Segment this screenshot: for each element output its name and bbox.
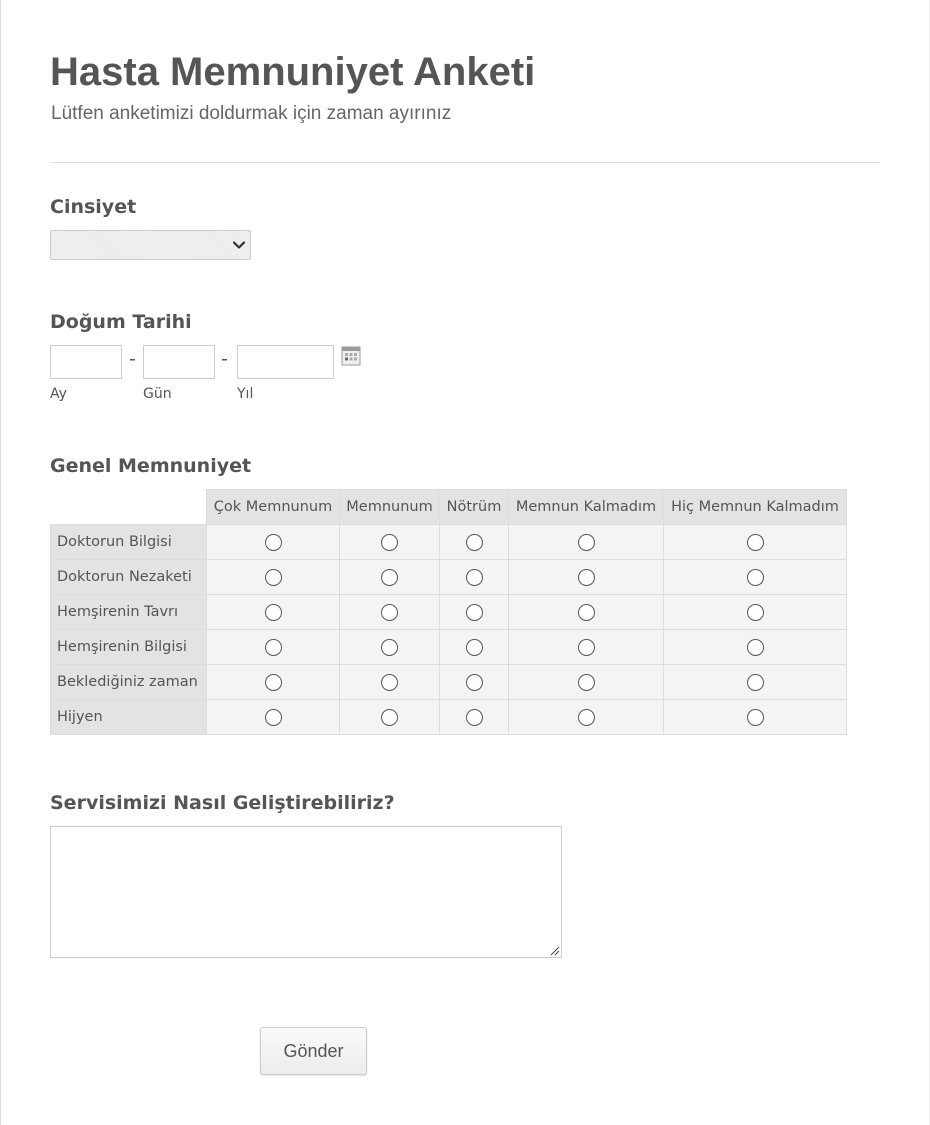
matrix-cell [664,595,847,630]
radio-button[interactable] [747,639,764,656]
matrix-cell [509,595,664,630]
birth-day-input[interactable] [143,345,215,379]
matrix-row-label: Beklediğiniz zaman [51,665,207,700]
radio-button[interactable] [381,709,398,726]
matrix-row-label: Hemşirenin Tavrı [51,595,207,630]
radio-button[interactable] [578,674,595,691]
matrix-row [51,525,847,560]
matrix-cell [440,560,509,595]
chevron-down-icon [232,238,246,252]
resize-handle-icon[interactable] [549,945,560,956]
matrix-cell [207,595,340,630]
matrix-cell [509,700,664,735]
matrix-cell [340,560,440,595]
matrix-cell [340,630,440,665]
calendar-icon[interactable] [341,346,361,366]
radio-button[interactable] [578,709,595,726]
radio-button[interactable] [381,674,398,691]
satisfaction-label: Genel Memnuniyet [50,455,252,477]
birth-month-input[interactable] [50,345,122,379]
radio-button[interactable] [747,604,764,621]
gender-select[interactable] [50,230,251,260]
matrix-corner-cell [51,490,207,525]
page-subtitle: Lütfen anketimizi doldurmak için zaman ayırınız [51,103,452,124]
matrix-cell [340,525,440,560]
matrix-cell [440,525,509,560]
improvement-label: Servisimizi Nasıl Geliştirebiliriz? [50,792,395,814]
radio-button[interactable] [466,534,483,551]
radio-button[interactable] [265,534,282,551]
birth-date-label: Doğum Tarihi [50,311,192,333]
date-separator: - [221,348,228,370]
birth-year-input[interactable] [237,345,334,379]
submit-button[interactable]: Gönder [260,1027,367,1075]
radio-button[interactable] [466,569,483,586]
radio-button[interactable] [466,639,483,656]
matrix-cell [340,665,440,700]
matrix-column-header: Hiç Memnun Kalmadım [664,490,847,525]
matrix-cell [207,525,340,560]
matrix-row [51,700,847,735]
radio-button[interactable] [381,639,398,656]
radio-button[interactable] [578,639,595,656]
matrix-row-label: Doktorun Nezaketi [51,560,207,595]
matrix-row-label: Doktorun Bilgisi [51,525,207,560]
matrix-row [51,560,847,595]
radio-button[interactable] [265,674,282,691]
radio-button[interactable] [578,534,595,551]
matrix-column-header: Çok Memnunum [207,490,340,525]
radio-button[interactable] [466,709,483,726]
improvement-textarea[interactable] [50,826,562,958]
radio-button[interactable] [747,569,764,586]
matrix-cell [340,700,440,735]
matrix-column-header: Memnun Kalmadım [509,490,664,525]
matrix-row [51,595,847,630]
radio-button[interactable] [747,534,764,551]
radio-button[interactable] [265,604,282,621]
radio-button[interactable] [381,569,398,586]
matrix-cell [509,665,664,700]
matrix-cell [664,665,847,700]
matrix-cell [340,595,440,630]
matrix-cell [664,560,847,595]
page-title: Hasta Memnuniyet Anketi [50,50,536,94]
matrix-row-label: Hijyen [51,700,207,735]
birth-year-sublabel: Yıl [237,386,254,402]
matrix-cell [664,700,847,735]
matrix-cell [207,700,340,735]
matrix-row [51,630,847,665]
matrix-cell [207,630,340,665]
matrix-header-row [51,490,847,525]
radio-button[interactable] [747,674,764,691]
radio-button[interactable] [381,604,398,621]
matrix-cell [440,630,509,665]
birth-day-sublabel: Gün [143,386,172,402]
matrix-cell [440,595,509,630]
date-separator: - [129,348,136,370]
matrix-cell [440,665,509,700]
matrix-cell [207,665,340,700]
matrix-row-label: Hemşirenin Bilgisi [51,630,207,665]
page-border-left [0,0,1,1125]
radio-button[interactable] [578,604,595,621]
matrix-cell [509,560,664,595]
satisfaction-matrix [50,489,847,735]
radio-button[interactable] [265,709,282,726]
matrix-cell [207,560,340,595]
matrix-column-header: Nötrüm [440,490,509,525]
matrix-row [51,665,847,700]
gender-label: Cinsiyet [50,196,137,218]
birth-month-sublabel: Ay [50,386,67,402]
matrix-cell [509,630,664,665]
matrix-cell [664,525,847,560]
radio-button[interactable] [747,709,764,726]
radio-button[interactable] [265,569,282,586]
matrix-cell [509,525,664,560]
radio-button[interactable] [466,674,483,691]
matrix-column-header: Memnunum [340,490,440,525]
matrix-cell [664,630,847,665]
header-divider [50,162,880,163]
matrix-cell [440,700,509,735]
radio-button[interactable] [265,639,282,656]
radio-button[interactable] [466,604,483,621]
radio-button[interactable] [381,534,398,551]
radio-button[interactable] [578,569,595,586]
